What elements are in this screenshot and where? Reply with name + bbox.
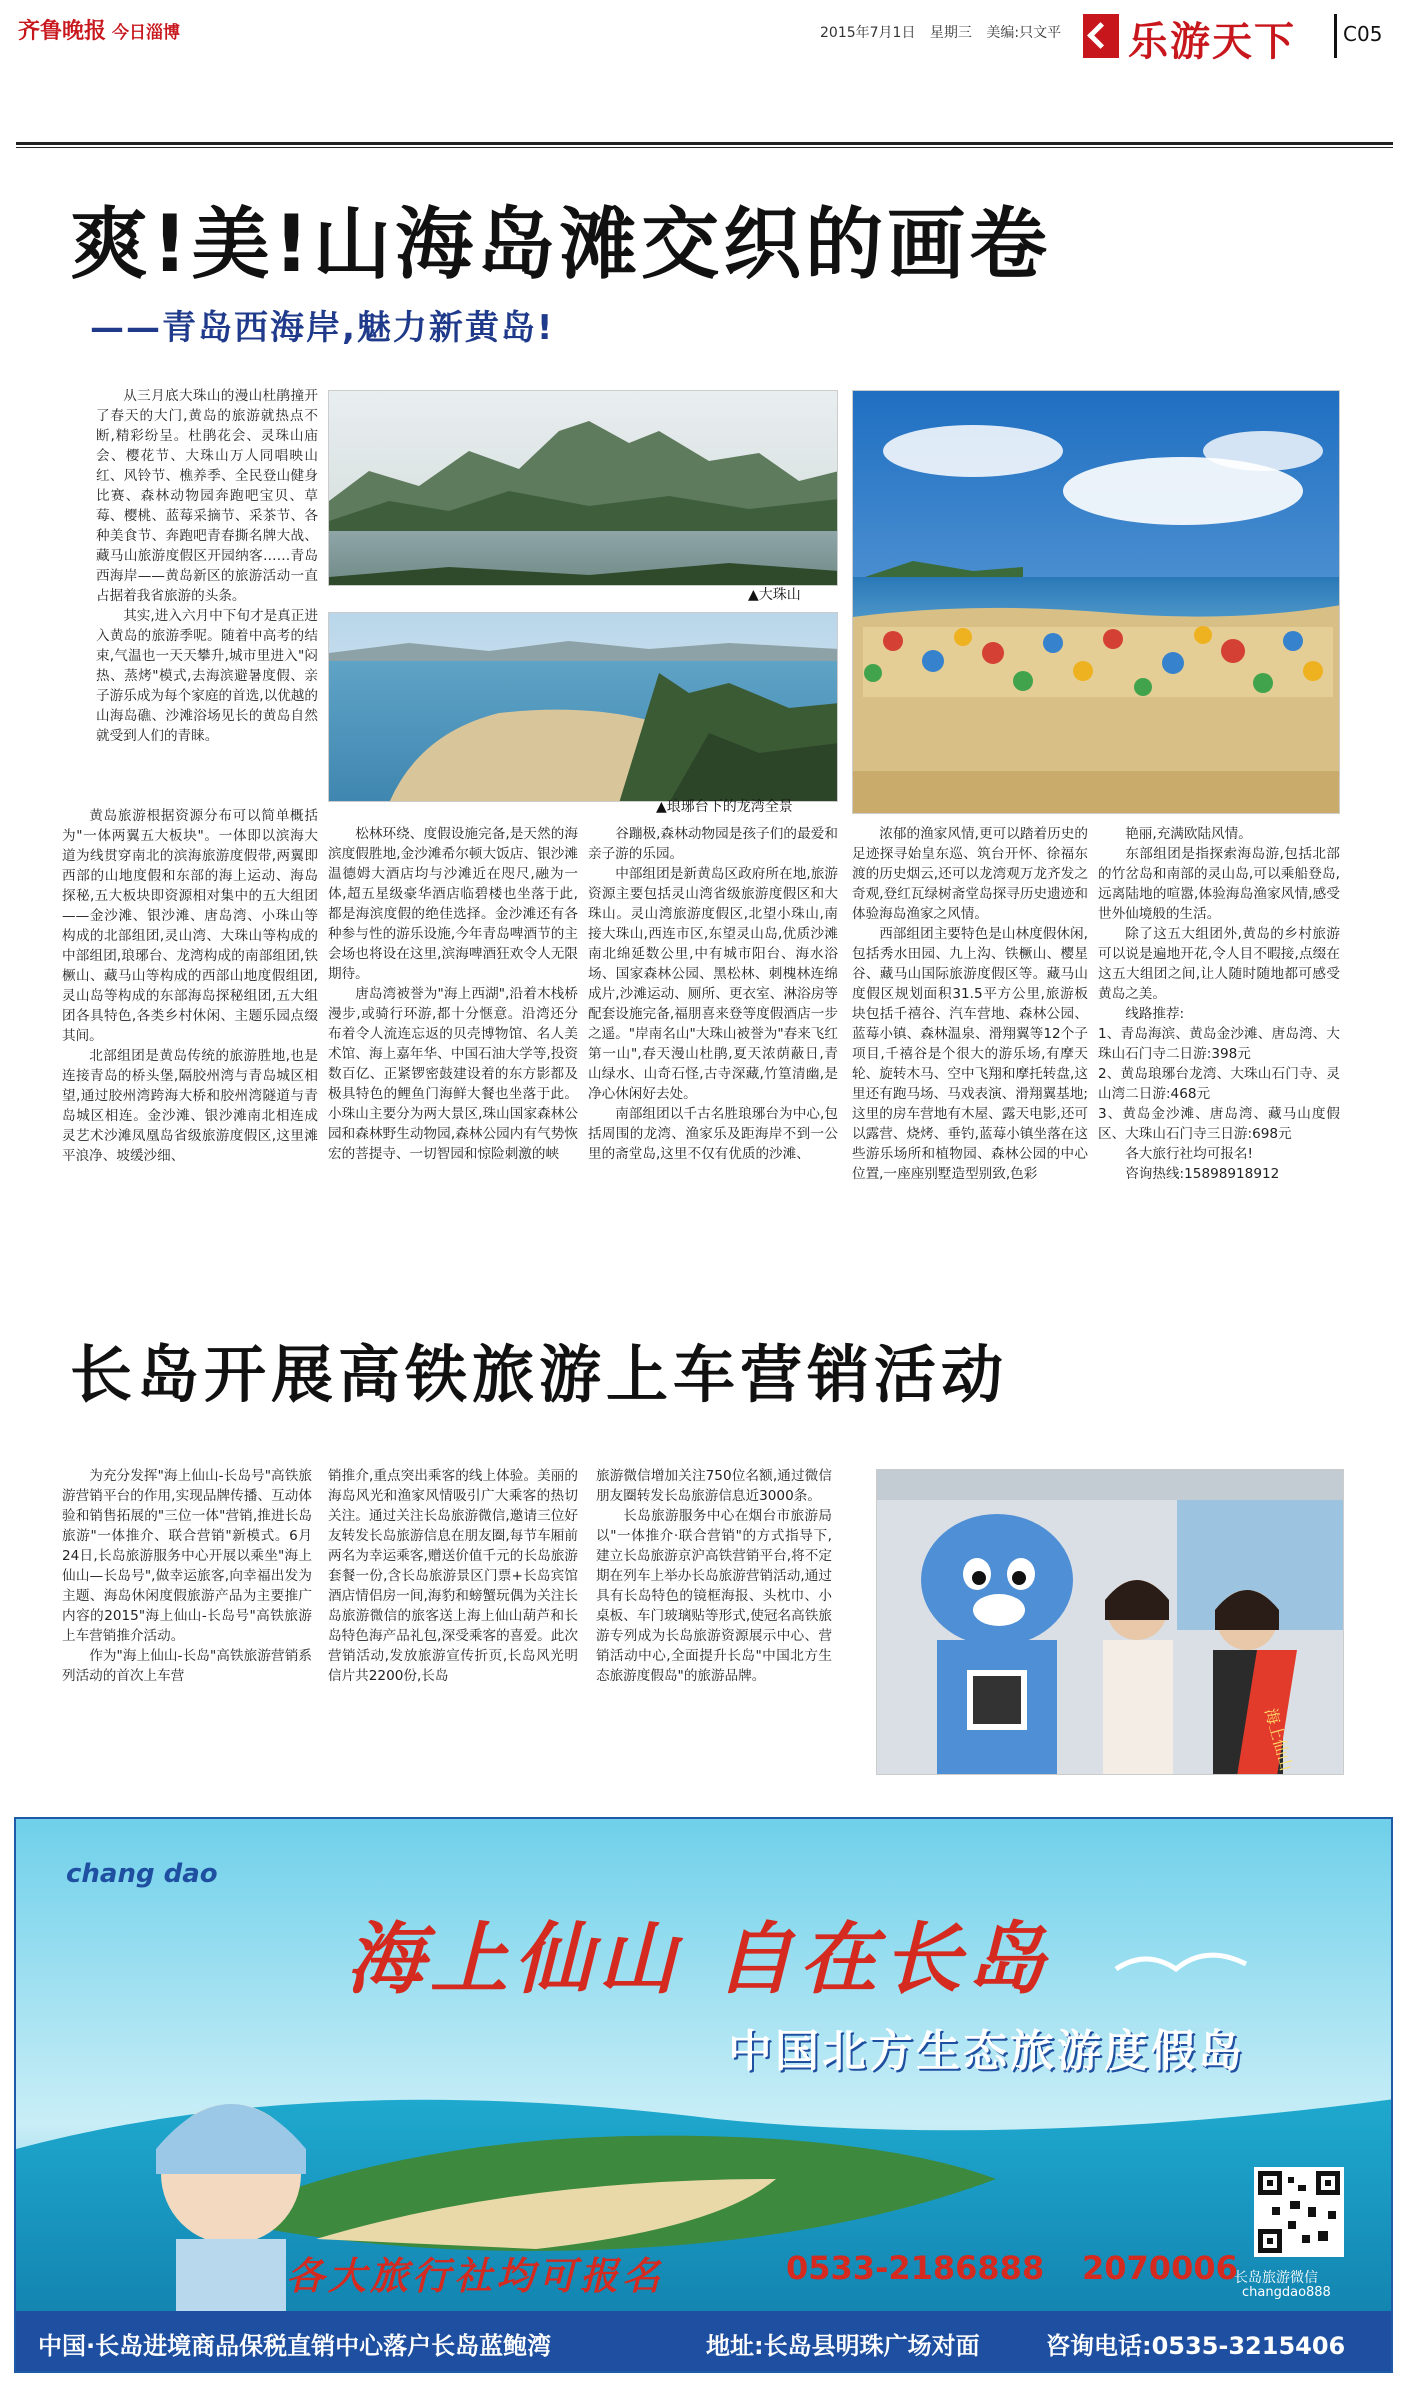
paragraph: 长岛旅游服务中心在烟台市旅游局以"一体推介·联合营销"的方式指导下,建立长岛旅游京沪高铁营销平台,将不定期在列车上举办长岛旅游营销活动,通过具有长岛特色的镜框海报、头枕巾、小桌板、车门玻璃贴等形式,使冠名高铁旅游专列成为长岛旅游资源展示中心、营销活动中心,全面提升长岛"中国北方生态旅游度假岛"的旅游品牌。 (596, 1508, 832, 1684)
qr-code-icon (1254, 2167, 1344, 2257)
photo2-caption: ▲琅琊台下的龙湾全景 (656, 799, 793, 815)
paragraph: 各大旅行社均可报名! (1125, 1146, 1253, 1162)
ad-tagline: 中国北方生态旅游度假岛 (728, 2026, 1245, 2077)
paragraph: 除了这五大组团外,黄岛的乡村旅游可以说是遍地开花,令人目不暇接,点缀在这五大组团之间,让人随时随地都可感受黄岛之美。 (1098, 926, 1340, 1002)
article1-subheadline: ——青岛西海岸,魅力新黄岛! (90, 308, 555, 348)
article2-col1 (62, 1466, 312, 1788)
photo1-caption: ▲大珠山 (748, 587, 801, 603)
section-arrow-icon (1083, 14, 1119, 58)
issue-date: 2015年7月1日 (820, 25, 916, 41)
mountain-lake-image (329, 391, 838, 586)
section-divider (1334, 14, 1337, 58)
article1-col3 (588, 824, 838, 1278)
page-number: C05 (1343, 22, 1383, 46)
article1-col5 (1098, 824, 1340, 1278)
article2-headline: 长岛开展高铁旅游上车营销活动 (70, 1338, 1009, 1411)
masthead-sub: 今日淄博 (112, 23, 181, 43)
article1-col4 (852, 824, 1088, 1278)
photo-dazhushan (328, 390, 838, 586)
masthead-title: 齐鲁晚报 (18, 18, 107, 44)
article1-col2 (328, 824, 578, 1278)
issue-weekday: 星期三 (929, 25, 972, 41)
masthead (18, 14, 180, 45)
paragraph: 旅游微信增加关注750位名额,通过微信朋友圈转发长岛旅游信息近3000条。 (596, 1468, 832, 1504)
mascot-on-train-image (877, 1470, 1344, 1775)
photo-sash-text: 海上仙山 (1261, 1706, 1297, 1773)
ad-phone1: 0533-2186888 (786, 2249, 1045, 2287)
qr-id: changdao888 (1242, 2285, 1331, 2300)
article1-headline: 爽!美!山海岛滩交织的画卷 (70, 200, 1052, 290)
paragraph: 其实,进入六月中下旬才是真正进入黄岛的旅游季呢。随着中高考的结束,气温也一天天攀升,城市里进入"闷热、蒸烤"模式,去海滨避暑度假、亲子游乐成为每个家庭的首选,以优越的山海岛礁、沙滩浴场见长的黄岛自然就受到人们的青睐。 (96, 608, 318, 744)
ad-footer-left: 中国·长岛进境商品保税直销中心落户长岛蓝鲍湾 (38, 2332, 552, 2360)
photo-beach (852, 390, 1340, 814)
paragraph: 线路推荐: (1125, 1006, 1185, 1022)
issue-meta (820, 22, 1071, 42)
page-header (0, 0, 1409, 90)
article1-col1-top (96, 386, 318, 826)
article2-col2 (328, 1466, 578, 1788)
ad-logo: chang dao (66, 1859, 218, 1889)
article1-col1-bottom (62, 806, 318, 1278)
ad-footer (16, 2311, 1391, 2371)
paragraph: 唐岛湾被誉为"海上西湖",沿着木栈桥漫步,或骑行环游,都十分惬意。沿湾还分布着令人流连忘返的贝壳博物馆、名人美术馆、海上嘉年华、中国石油大学等,投资数百亿、正紧锣密鼓建设着的东方影都及极具特色的鲤鱼门海鲜大餐也坐落于此。小珠山主要分为两大景区,珠山国家森林公园和森林野生动物园,森林公园内有气势恢宏的菩提寺、一切智园和惊险刺激的峡 (328, 986, 578, 1162)
bay-panorama-image (329, 613, 838, 802)
issue-editor: 美编:只文平 (986, 25, 1062, 41)
ad-footer-address: 地址:长岛县明珠广场对面 (706, 2332, 980, 2360)
header-rule (16, 142, 1393, 145)
paragraph: 1、青岛海滨、黄岛金沙滩、唐岛湾、大珠山石门寺二日游:398元 (1098, 1026, 1340, 1062)
header-rule-thin (16, 147, 1393, 148)
paragraph: 咨询热线:15898918912 (1125, 1166, 1280, 1182)
crowded-beach-image (853, 391, 1340, 814)
paragraph: 浓郁的渔家风情,更可以踏着历史的足迹探寻始皇东巡、筑台开怀、徐福东渡的历史烟云,还可以龙湾观万龙齐发之奇观,登红瓦绿树斋堂岛探寻历史遗迹和体验海岛渔家之风情。 (852, 826, 1088, 922)
paragraph: 北部组团是黄岛传统的旅游胜地,也是连接青岛的桥头堡,隔胶州湾与青岛城区相望,通过胶州湾跨海大桥和胶州湾隧道与青岛城区相连。金沙滩、银沙滩南北相连成灵艺术沙滩凤凰岛省级旅游度假区,这里滩平浪净、坡缓沙细、 (62, 1048, 318, 1164)
photo-train-promo (876, 1469, 1344, 1775)
paragraph: 作为"海上仙山-长岛"高铁旅游营销系列活动的首次上车营 (62, 1648, 312, 1684)
paragraph: 南部组团以千古名胜琅琊台为中心,包括周围的龙湾、渔家乐及距海岸不到一公里的斋堂岛,这里不仅有优质的沙滩、 (588, 1106, 838, 1162)
paragraph: 东部组团是指探索海岛游,包括北部的竹岔岛和南部的灵山岛,可以乘船登岛,远离陆地的喧嚣,体验海岛渔家风情,感受世外仙境般的生活。 (1098, 846, 1340, 922)
ad-footer-phone: 咨询电话:0535-3215406 (1046, 2332, 1346, 2360)
paragraph: 黄岛旅游根据资源分布可以简单概括为"一体两翼五大板块"。一体即以滨海大道为线贯穿南北的滨海旅游度假带,两翼即西部的山地度假和东部的海上运动、海岛探秘,五大板块即资源相对集中的五大组团——金沙滩、银沙滩、唐岛湾、小珠山等构成的北部组团,灵山湾、大珠山等构成的中部组团,琅琊台、龙湾构成的南部组团,铁橛山、藏马山等构成的西部山地度假组团,灵山岛等构成的东部海岛探秘组团,五大组团各具特色,各类乡村休闲、主题乐园点缀其间。 (62, 808, 318, 1044)
ad-signup: 各大旅行社均可报名 (286, 2254, 665, 2298)
paragraph: 2、黄岛琅琊台龙湾、大珠山石门寺、灵山湾二日游:468元 (1098, 1066, 1340, 1102)
photo-longwan (328, 612, 838, 802)
paragraph: 西部组团主要特色是山林度假休闲,包括秀水田园、九上沟、铁橛山、樱星谷、藏马山国际旅游度假区等。藏马山度假区规划面积31.5平方公里,旅游板块包括千禧谷、汽车营地、森林公园、蓝莓小镇、森林温泉、滑翔翼等12个子项目,千禧谷是个很大的游乐场,有摩天轮、旋转木马、空中飞翔和摩托转盘,这里还有跑马场、马戏表演、滑翔翼基地;这里的房车营地有木屋、露天电影,还可以露营、烧烤、垂钓,蓝莓小镇坐落在这些游乐场所和植物园、森林公园的中心位置,一座座别墅造型别致,色彩 (852, 926, 1088, 1182)
ad-phone2: 2070006 (1082, 2249, 1238, 2287)
paragraph: 中部组团是新黄岛区政府所在地,旅游资源主要包括灵山湾省级旅游度假区和大珠山。灵山湾旅游度假区,北望小珠山,南接大珠山,西连市区,东望灵山岛,优质沙滩南北绵延数公里,中有城市阳台、海水浴场、国家森林公园、黑松林、刺槐林连绵成片,沙滩运动、厕所、更衣室、淋浴房等配套设施完备,福朋喜来登等度假酒店一步之遥。"岸南名山"大珠山被誉为"春来飞红第一山",春天漫山杜鹃,夏天浓荫蔽日,青山绿水、山奇石怪,古寺深藏,竹篁清幽,是净心休闲好去处。 (588, 866, 838, 1102)
paragraph: 销推介,重点突出乘客的线上体验。美丽的海岛风光和渔家风情吸引广大乘客的热切关注。通过关注长岛旅游微信,邀请三位好友转发长岛旅游信息在朋友圈,每节车厢前两名为幸运乘客,赠送价值千元的长岛旅游套餐一份,含长岛旅游景区门票+长岛宾馆酒店情侣房一间,海豹和螃蟹玩偶为关注长岛旅游微信的旅客送上海上仙山葫芦和长岛特色海产品礼包,深受乘客的喜爱。此次营销活动,发放旅游宣传折页,长岛风光明信片共2200份,长岛 (328, 1468, 578, 1684)
paragraph: 松林环绕、度假设施完备,是天然的海滨度假胜地,金沙滩希尔顿大饭店、银沙滩温德姆大酒店均与沙滩近在咫尺,融为一体,超五星级豪华酒店临碧楼也坐落于此,都是海滨度假的绝佳选择。金沙滩还有各种参与性的游乐设施,今年青岛啤酒节的主会场也将设在这里,滨海啤酒狂欢令人无限期待。 (328, 826, 578, 982)
paragraph: 为充分发挥"海上仙山-长岛号"高铁旅游营销平台的作用,实现品牌传播、互动体验和销售拓展的"三位一体"营销,推进长岛旅游"一体推介、联合营销"新模式。6月24日,长岛旅游服务中心开展以乘坐"海上仙山—长岛号",做幸运旅客,向幸福出发为主题、海岛休闲度假旅游产品为主要推广内容的2015"海上仙山-长岛号"高铁旅游上车营销推介活动。 (62, 1468, 312, 1644)
paragraph: 艳丽,充满欧陆风情。 (1125, 826, 1252, 842)
paragraph: 3、黄岛金沙滩、唐岛湾、藏马山度假区、大珠山石门寺三日游:698元 (1098, 1106, 1340, 1142)
section-title: 乐游天下 (1128, 19, 1296, 65)
ad-slogan: 海上仙山 自在长岛 (346, 1914, 1052, 2005)
changdao-advertisement (14, 1817, 1393, 2373)
paragraph: 从三月底大珠山的漫山杜鹃撞开了春天的大门,黄岛的旅游就热点不断,精彩纷呈。杜鹃花会、灵珠山庙会、樱花节、大珠山万人同唱映山红、风铃节、樵养季、全民登山健身比赛、森林动物园奔跑吧宝贝、草莓、樱桃、蓝莓采摘节、采茶节、各种美食节、奔跑吧青春撕名牌大战、藏马山旅游度假区开园纳客……青岛西海岸——黄岛新区的旅游活动一直占据着我省旅游的头条。 (96, 388, 318, 604)
paragraph: 谷蹦极,森林动物园是孩子们的最爱和亲子游的乐园。 (588, 826, 838, 862)
article2-col3 (596, 1466, 832, 1788)
qr-label: 长岛旅游微信 (1234, 2270, 1318, 2286)
